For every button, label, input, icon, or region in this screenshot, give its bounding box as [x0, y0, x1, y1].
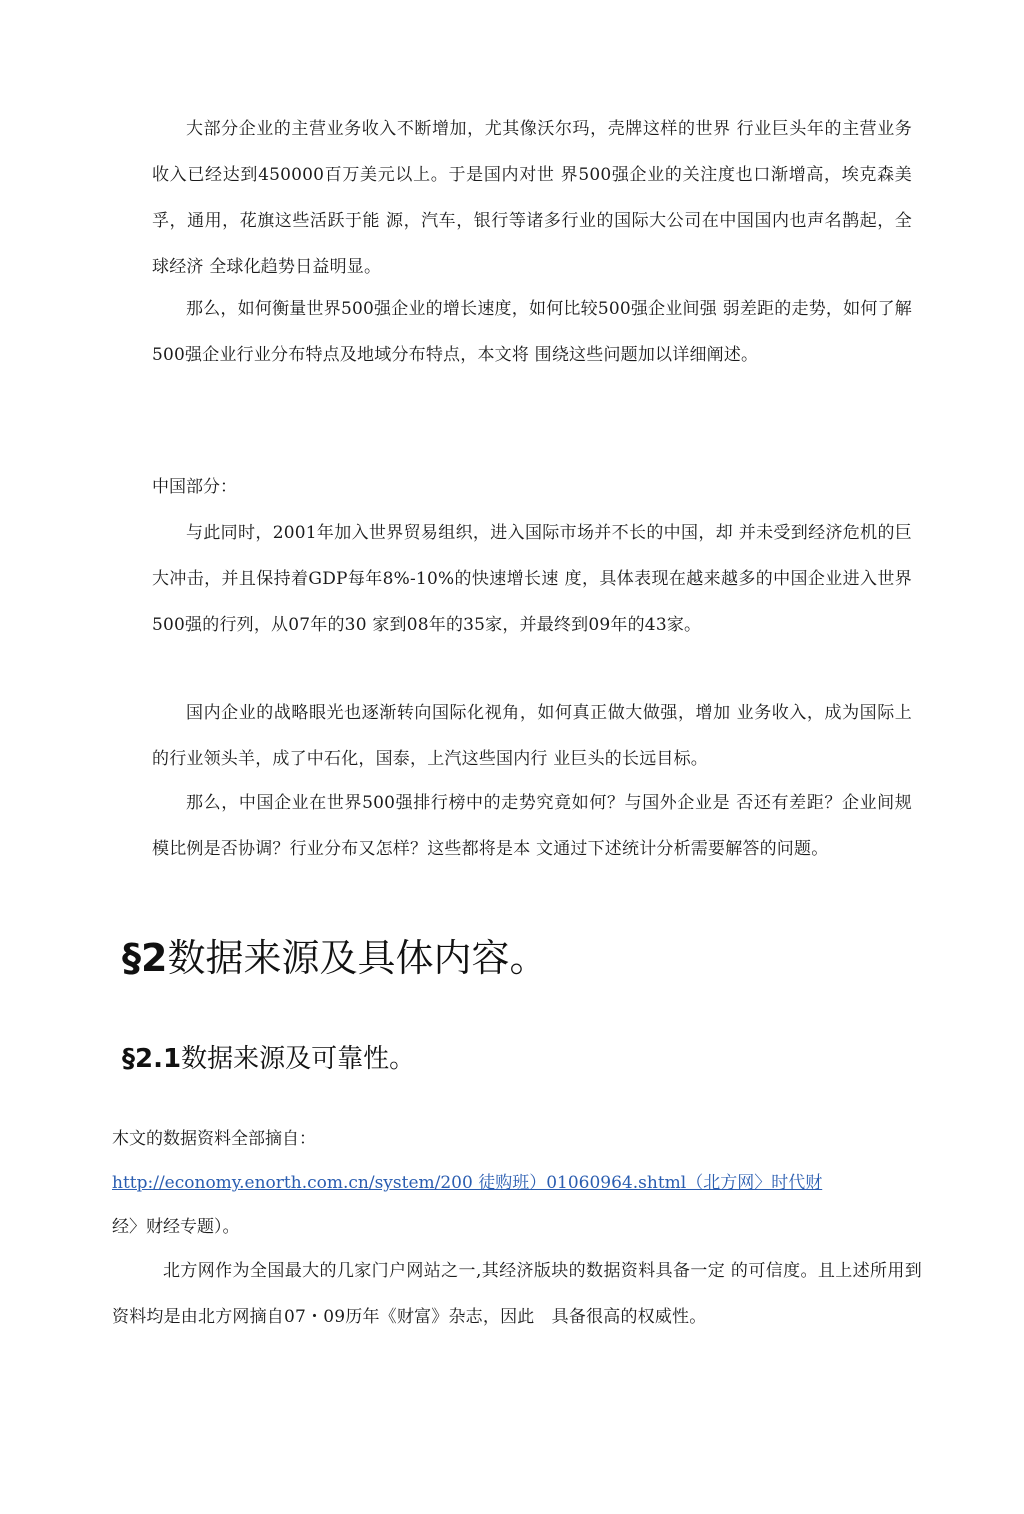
source-link-line — [112, 1168, 912, 1198]
source-link-tail: 经〉财经专题）。 — [112, 1217, 240, 1237]
china-section-label: 中国部分： — [152, 477, 237, 497]
intro-paragraph-2: 那么，如何衡量世界500强企业的增长速度，如何比较500强企业间强 弱差距的走势，如何了解500强企业行业分布特点及地域分布特点，本文将 围绕这些问题加以详细阐述。 — [152, 299, 912, 365]
source-link[interactable]: http://economy.enorth.com.cn/system/200 徒购班）01060964.shtml（北方网〉时代财 — [112, 1173, 823, 1193]
section-2-title: 数据来源及具体内容。 — [167, 936, 548, 980]
section-2-number: §2 — [122, 936, 168, 980]
source-label: 木文的数据资料全部摘自： — [112, 1129, 316, 1149]
intro-paragraph-1: 大部分企业的主营业务收入不断增加，尤其像沃尔玛，壳牌这样的世界 行业巨头年的主营业务收入已经达到450000百万美元以上。于是国内对世 界500强企业的关注度也口渐增高，埃克森美孚，通用，花旗这些活跃于能 源，汽车，银行等诸多行业的国际大公司在中国国内也声名鹊起，全球经济 全球化趋势日益明显。 — [152, 119, 912, 277]
source-paragraph: 北方网作为全国最大的几家门户网站之一,其经济版块的数据资料具备一定 的可信度。且上述所用到资料均是由北方网摘自07・09历年《财富》杂志，因此 具备很高的权威性。 — [112, 1261, 922, 1327]
section-2-heading — [122, 928, 547, 988]
section-2-1-heading — [122, 1036, 415, 1082]
china-paragraph-3: 那么，中国企业在世界500强排行榜中的走势究竟如何？与国外企业是 否还有差距？企业间规模比例是否协调？行业分布又怎样？这些都将是本 文通过下述统计分析需要解答的问题。 — [152, 793, 912, 859]
china-paragraph-1: 与此同时，2001年加入世界贸易组织，进入国际市场并不长的中国，却 并未受到经济危机的巨大冲击，并且保持着GDP每年8%-10%的快速增长速 度，具体表现在越来越多的中国企业进入世界500强的行列，从07年的30 家到08年的35家，并最终到09年的43家。 — [152, 523, 912, 635]
section-2-1-title: 数据来源及可靠性。 — [181, 1044, 416, 1074]
china-paragraph-2: 国内企业的战略眼光也逐渐转向国际化视角，如何真正做大做强，增加 业务收入，成为国际上的行业领头羊，成了中石化，国泰，上汽这些国内行 业巨头的长远目标。 — [152, 703, 912, 769]
section-2-1-number: §2.1 — [122, 1044, 182, 1074]
